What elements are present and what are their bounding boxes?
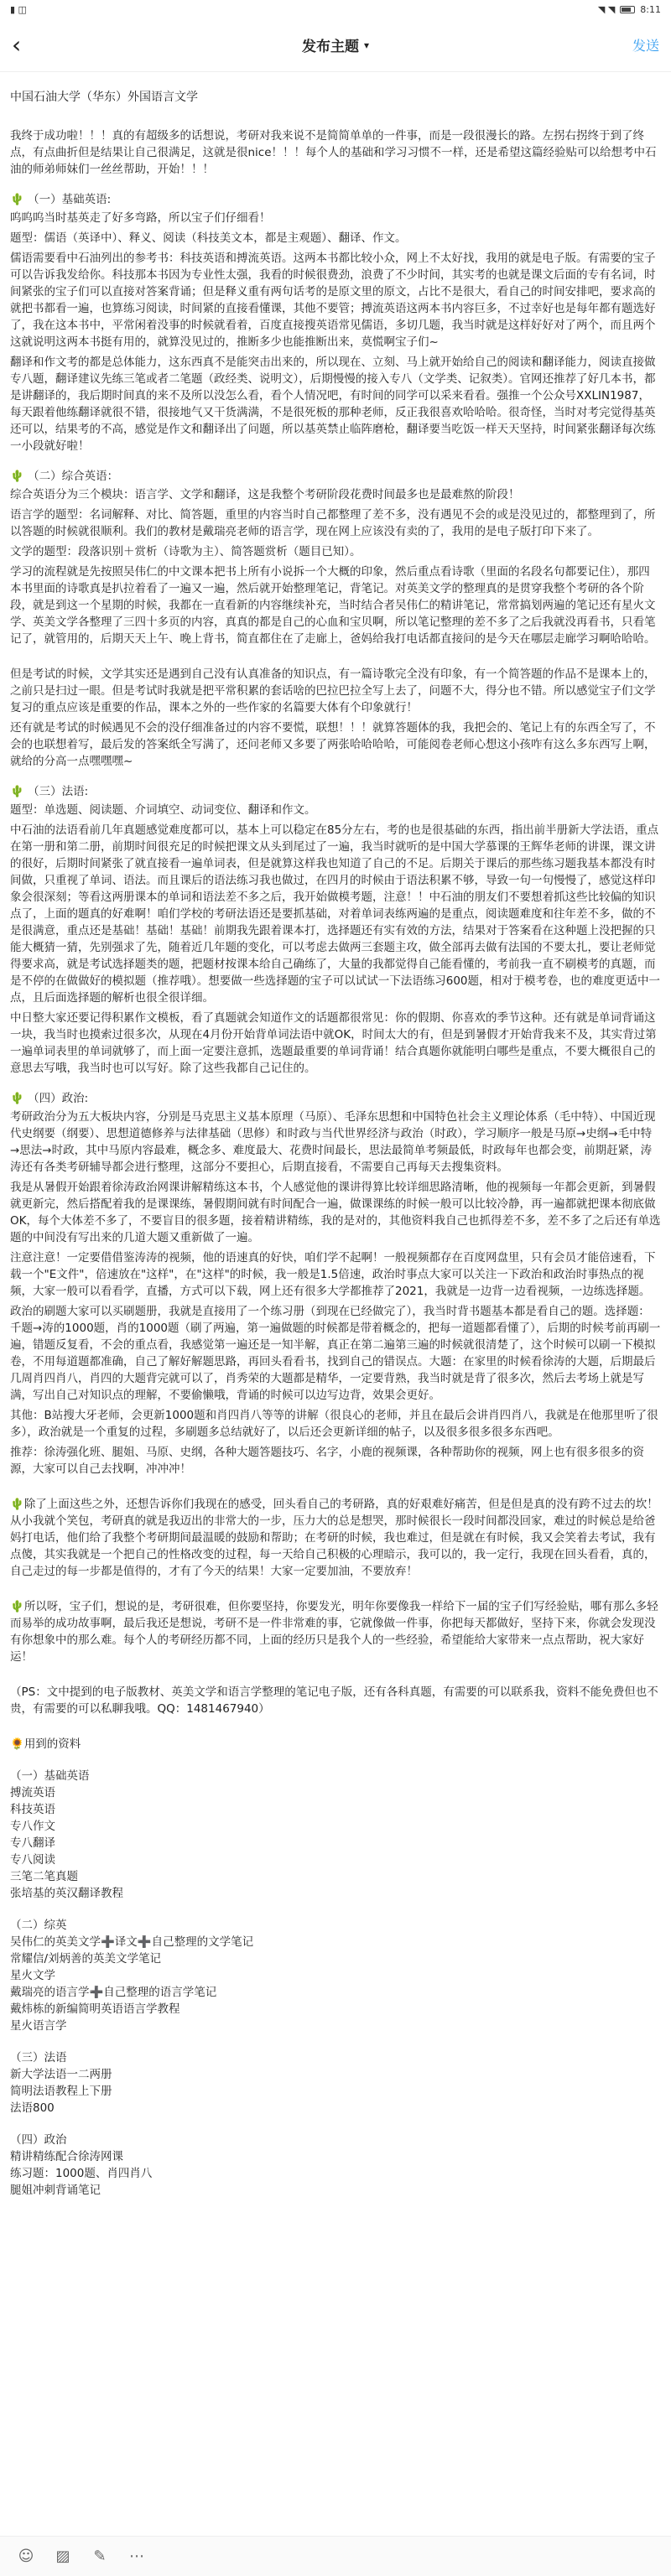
post-title: 中国石油大学（华东）外国语言文学 xyxy=(10,91,198,104)
list-item: 戴瑞亮的语言学➕自己整理的语言学笔记 xyxy=(10,1986,217,1999)
list-item: 常耀信/刘炳善的英美文学笔记 xyxy=(10,1952,162,1966)
image-icon[interactable]: ▨ xyxy=(55,2547,70,2565)
paragraph: 翻译和作文考的都是总体能力，这东西真不是能突击出来的，所以现在、立刻、马上就开始给自己的阅读和翻译能力，阅读直接做专八题，翻译建议先练三笔或者二笔题（政经类、说明文），后期慢慢的接入专八（文学类、记叙类）。官网还推荐了好几本书，都是讲翻译的，我后期时间真的来不及所以没怎么看，看个人情况吧，有时间的同学可以采来看看。强推一个公众号XXLIN1987，每天跟着他练翻译就很不错，很接地气又干货满满，不是很死板的那种老师，反正我很喜欢哈哈哈。很奇怪，当时对考完觉得基英还可以，结果考的不高，感觉是作文和翻译出了问题，所以基英禁止临阵磨枪，翻译要当吃饭一样天天坚持，时间紧张翻译每次练一小段就好啦！ xyxy=(10,356,656,453)
paragraph: 呜呜呜当时基英走了好多弯路，所以宝子们仔细看！ xyxy=(10,211,271,225)
paragraph: 儒语需要看中石油列出的参考书：科技英语和搏流英语。这两本书都比较小众，网上不太好找，我用的就是电子版。有需要的宝子可以告诉我发给你。科技那本书因为专业性太强，我看的时候很费劲，浪费了不少时间，其实考的也就是课文后面的专有名词，时间紧张的宝子们可以直接对答案背诵；但是释义重有两句话考的是原文里的原文，占比不是很大，看自己的时间安排吧，要求高的就把书都看一遍，也算练习阅读，时间紧的直接看懂课，其他不要管；搏流英语这两本书内容巨多，不过幸好也是每年都有题选好了，我在这本书中，平常闲着没事的时候就看着，百度直接搜英语常见儒语，多切几题，我当时就是这样好好对了两个，而且两个这就说明这两本书挺有用的，就算没见过的，推断多少也能推断出来，莫慌啊宝子们~ xyxy=(10,252,656,349)
leaf-icon: 🌵 xyxy=(10,785,24,798)
leaf-icon: 🌵 xyxy=(10,1498,24,1511)
more-icon[interactable]: ⋯ xyxy=(129,2547,144,2565)
paragraph: 学习的流程就是先按照吴伟仁的中文课本把书上所有小说拆一个大概的印象，然后重点看诗歌（里面的名段名句都要记住），那四本书里面的诗歌真是扒拉着看了一遍又一遍，然后就开始整理笔记，背笔记。对英美文学的整理真的是贯穿我整个考研的各个阶段，就是到这一个星期的时候，我都在一直看新的内容继续补充，当时结合者吴伟仁的精讲笔记，常常搞划两遍的笔记还有星火文学、英美文学各整理了三四十多页的内容，真真的都是自己的心血和宝贝啊，所以笔记整理的差不多了之后我就没再看书，只看笔记了，就管用的，后期天天上午、晚上背书，简直都住在了走廊上，爸妈给我打电话都直接问的是今天在哪层走廊学习啊哈哈哈。 xyxy=(10,565,656,646)
list-item: 戴炜栋的新编简明英语语言学教程 xyxy=(10,2002,180,2016)
emoji-icon[interactable]: ☺ xyxy=(18,2547,34,2565)
leaf-icon: 🌵 xyxy=(10,1092,24,1105)
list-item: 腿姐冲刺背诵笔记 xyxy=(10,2184,101,2197)
list-item: 吴伟仁的英美文学➕译文➕自己整理的文学笔记 xyxy=(10,1935,254,1949)
paragraph: 推荐：徐涛强化班、腿姐、马原、史纲，各种大题答题技巧、名字，小鹿的视频课，各种帮助你的视频，网上也有很多很多的资源，大家可以自己去找啊，冲冲冲！ xyxy=(10,1446,644,1476)
paragraph: 我是从暑假开始跟着徐涛政治网课讲解精练这本书，个人感觉他的课讲得算比较详细思路清晰，他的视频每一年都会更新，到暑假就更新完，然后搭配着我的是课课练，暑假期间就有时间配合一遍，做课课练的时候一般可以比较冷静，再一遍都就把课本彻底做OK，每个大体差不多了，不要盲目的很多题，接着精讲精练，我的是对的，其他资料我自己也抓得差不多，差不多了之后还有单选题的中间没有写出来的几道大题又重新做了一遍。 xyxy=(10,1181,661,1244)
list-item: 星火文学 xyxy=(10,1969,55,1982)
status-left: ▮ ◫ xyxy=(10,3,27,15)
leaf-icon: 🌵 xyxy=(10,470,24,483)
section-heading: 🌵 （三）法语: xyxy=(10,785,89,798)
list-item: 星火语言学 xyxy=(10,2019,67,2033)
paragraph: 综合英语分为三个模块：语言学、文学和翻译，这是我整个考研阶段花费时间最多也是最难熬的阶段！ xyxy=(10,488,520,501)
page-title: 发布主题 xyxy=(301,39,359,55)
paragraph: 但是考试的时候，文学其实还是遇到自己没有认真准备的知识点，有一篇诗歌完全没有印象，有一个简答题的作品不是课本上的，之前只是扫过一眼。但是考试时我就是把平常积累的套话啥的巴拉巴拉全写上去了，问题不大，得分也不错。所以感觉宝子们文学复习的重点应该是重要的作品，课本之外的一些作家的名篇要大体有个印象就行！ xyxy=(10,667,656,714)
materials-group-heading: （二）综英 xyxy=(10,1919,67,1932)
paragraph: 中石油的法语看前几年真题感觉难度都可以，基本上可以稳定在85分左右，考的也是很基础的东西，指出前半册新大学法语，重点在第一册和第二册，前期时间很充足的时候把课文从头到尾过了一遍，我当时就听的是中国大学慕课的王辉华老师的讲课，课文讲的很好，后期时间紧张了就直接看一遍单词表，但是就算这样我也知道了自己的不足。后期关于课后的那些练习题我基本都没有时间做，只重视了单词、语法。而且课后的语法练习我也做过，在四月的时候由于语法积累不够，导致一句一句慢慢了，感觉这样印象会很深刻；等看这两册课本的单词和语法差不多之后，我开始做模考题，注意！！中石油的朋友们不要想着抓这些比较偏的知识点了，上面的题真的好难啊！咱们学校的考研法语还是要抓基础，对着单词表练两遍的是重点，阅读题难度和往年差不多，做的不是很满意，重点还是基础！基础！基础！前期我先跟着课本打，选择题还有实有效的方法，结果对于答案看在这种题上没把握的只能大概猜一猜，先别强求了先，随着近几年题的变化，可以考虑去做两三套题主攻，做全部再去做有法国的不要太扎，要让老师觉得要求高，就是考试选择题类的题，把题材按课本给自己确练了，大量的我都觉得自己能看懂的，考前我一直不刷模考的真题，而是不停的在做做好的模拟题（推荐哦）。想要做一些选择题的宝子可以试试一下法语练习600题，相对于模考卷，也的难度更适中一点，且后面选择题的解析也很全很详细。 xyxy=(10,823,661,1005)
ps-paragraph: （PS：文中提到的电子版教材、英美文学和语言学整理的笔记电子版，还有各科真题，有需要的可以联系我，资料不能免费但也不贵，有需要的可以私聊我哦。QQ：1481467940） xyxy=(10,1685,658,1716)
paragraph: 还有就是考试的时候遇见不会的没仔细准备过的内容不要慌，联想！！！就算答题体的我，我把会的、笔记上有的东西全写了，不会的也联想着写，最后发的答案纸全写满了，还问老师又多要了两张哈哈哈哈，可能阅卷老师心想这小孩咋有这么多东西写上啊，就给的分高一点嘿嘿嘿~ xyxy=(10,721,656,768)
paragraph: 🌵除了上面这些之外，还想告诉你们我现在的感受，回头看自己的考研路，真的好艰难好痛苦，但是但是真的没有跨不过去的坎！从小我就个笑包，考研真的就是我迈出的非常大的一步，压力大的总是想哭，那时候很长一段时间都没回家，难过的时候总是给爸妈打电话，他们给了我整个考研期间最温暖的鼓励和帮助；在考研的时候，我也难过，但是就在有时候，我又会笑着去考试，我有点傻，其实我就是一个把自己的性格改变的过程，每一天给自己积极的心理暗示，我可以的，我一定行，我现在回头看看，真的，自己走过的每一步都是值得的，才有了今天的结果！大家一定要加油，不要放弃！ xyxy=(10,1498,658,1578)
send-button[interactable]: 发送 xyxy=(632,38,659,54)
list-item: 专八翻译 xyxy=(10,1836,55,1850)
editor-toolbar xyxy=(0,2536,671,2576)
materials-group-heading: （四）政治 xyxy=(10,2133,67,2147)
list-item: 专八作文 xyxy=(10,1820,55,1833)
status-time: 8:11 xyxy=(640,3,661,15)
top-nav xyxy=(0,18,671,72)
sunflower-icon: 🌻 xyxy=(10,1737,24,1751)
status-bar xyxy=(0,0,671,18)
paragraph: 题型：儒语（英译中）、释义、阅读（科技美文本，都是主观题）、翻译、作文。 xyxy=(10,231,407,245)
chevron-down-icon: ▾ xyxy=(363,39,370,51)
status-right xyxy=(598,4,661,15)
paragraph: 注意注意！一定要借借鉴涛涛的视频，他的语速真的好快，咱们学不起啊！一般视频都存在百度网盘里，只有会员才能倍速看，下载一个"E文件"，倍速放在"这样"，在"这样"的时候，我一般是1.5倍速，政治时事点大家可以关注一下政治和政治时事热点的视频，大家一般可以看看学，直播，方式可以下载，网上还有很多大学都推荐了2021，我就是一边背一边看视频，一边练选择题。 xyxy=(10,1251,656,1298)
list-item: 法语800 xyxy=(10,2101,55,2115)
paragraph: 政治的刷题大家可以买刷题册，我就是直接用了一个练习册（到现在已经做完了），我当时背书题基本都是看自己的题。选择题：千题→涛的1000题，肖的1000题（刷了两遍，第一遍做题的时候都是带着概念的，把每一道题都看懂了），后期的时候考前再刷一遍，错题反复看，不会的重点看，我感觉第一遍还是一知半解，真正在第二遍第三遍的时候就很清楚了，这个时候可以刷一下模拟卷，不用每道题都准确，自己了解好解题思路，再回头看看书，找到自己的错误点。大题：在家里的时候看徐涛的大题，后期最后几周肖四肖八，肖四的大题背完就可以了，肖秀荣的大题都是精华，一定要背熟，我当时就是背了很多次，然后去考场上就是写满，写出自己对知识点的理解，不要偷懒哦，背诵的时候可以边写边背，效果会更好。 xyxy=(10,1305,661,1402)
title-selector[interactable] xyxy=(302,34,369,55)
list-item: 专八阅读 xyxy=(10,1853,55,1867)
edit-icon[interactable]: ✎ xyxy=(93,2547,107,2565)
list-item: 三笔二笔真题 xyxy=(10,1870,78,1883)
paragraph: 中日整大家还要记得积累作文模板，看了真题就会知道作文的话题都很常见：你的假期、你喜欢的季节这种。还有就是单词背诵这一块，我当时也摸索过很多次，从现在4月份开始背单词法语中就OK，时间太大的有，但是到暑假才开始背我来不及，其实背过第一遍单词表里的单词就够了，而上面一定要注意抓，选题最重要的单词背诵！结合真题你就能明白哪些是重点，不要大概很自己的意思去写哦，我当时也可以写好。除了这些我都自己记住的。 xyxy=(10,1011,657,1075)
back-button[interactable]: ‹ xyxy=(12,31,22,59)
materials-group-heading: （一）基础英语 xyxy=(10,1769,90,1783)
intro-paragraph: 我终于成功啦！！！真的有超级多的话想说，考研对我来说不是简简单单的一件事，而是一段很漫长的路。左拐右拐终于到了终点，有点曲折但是结果让自己很满足，这就是很nice！！！每个人的基础和学习习惯不一样，还是希望这篇经验贴可以给想考中石油的师弟师妹们一丝丝帮助，开始！！！ xyxy=(10,129,657,176)
paragraph: 其他：B站搜大牙老师，会更新1000题和肖四肖八等等的讲解（很良心的老师，并且在最后会讲肖四肖八，我就是在他那里听了很多），政治就是一个重复的过程，多刷题多总结就好了，以后还会更新详细的帖子，以及很多很多很多东西吧。 xyxy=(10,1409,658,1439)
section-heading: 🌵 （一）基础英语: xyxy=(10,193,112,206)
list-item: 简明法语教程上下册 xyxy=(10,2085,112,2098)
paragraph: 语言学的题型：名词解释、对比、简答题，重里的内容当时自己都整理了差不多，没有遇见不会的或是没见过的，都整理到了，所以答题的时候就很顺利。我们的教材是戴瑞亮老师的语言学，现在网上应该没有卖的了，我用的是电子版打印下来了。 xyxy=(10,508,656,538)
materials-group-heading: （三）法语 xyxy=(10,2051,67,2064)
materials-heading: 🌻用到的资料 xyxy=(10,1737,81,1751)
section-heading: 🌵 （二）综合英语： xyxy=(10,470,119,483)
list-item: 新大学法语一二两册 xyxy=(10,2068,112,2081)
paragraph: 考研政治分为五大板块内容，分别是马克思主义基本原理（马原）、毛泽东思想和中国特色社会主义理论体系（毛中特）、中国近现代史纲要（纲要）、思想道德修养与法律基础（思修）和时政与当代世界经济与政治（时政），学习顺序一般是马原→史纲→毛中特→思法→时政，其中马原内容最难，概念多、难度最大、花费时间最长，思法最简单考频最低，时政每年也都会变，前期赶紧，涛涛还有各类考研辅导都会进行整理，这部分不要担心，后期直接看，不需要自己再每天去搜集资料。 xyxy=(10,1110,656,1174)
leaf-icon: 🌵 xyxy=(10,193,24,206)
paragraph: 文学的题型：段落识别＋赏析（诗歌为主）、简答题赏析（题目已知）。 xyxy=(10,545,362,558)
list-item: 科技英语 xyxy=(10,1803,55,1816)
list-item: 搏流英语 xyxy=(10,1786,55,1800)
list-item: 精讲精练配合徐涛网课 xyxy=(10,2150,123,2163)
list-item: 练习题：1000题、肖四肖八 xyxy=(10,2167,153,2180)
signal-icon: ◥ ◥ xyxy=(597,3,616,15)
leaf-icon: 🌵 xyxy=(10,1600,24,1613)
list-item: 张培基的英汉翻译教程 xyxy=(10,1887,123,1900)
paragraph: 🌵所以呀，宝子们，想说的是，考研很难，但你要坚持，你要发光，明年你要像我一样给下一届的宝子们写经验贴，哪有那么多轻而易举的成功故事啊，最后我还是想说，考研不是一件非常难的事，它就像做一件事，你把每天都做好，坚持下来，你就会发现没有你想象中的那么难。每个人的考研经历都不同，上面的经历只是我个人的一些经验，希望能给大家带来一点点帮助，祝大家好运！ xyxy=(10,1600,658,1664)
post-editor[interactable] xyxy=(0,72,671,2199)
battery-icon xyxy=(620,6,635,13)
section-heading: 🌵 （四）政治: xyxy=(10,1092,89,1105)
paragraph: 题型：单选题、阅读题、介词填空、动词变位、翻译和作文。 xyxy=(10,803,316,817)
